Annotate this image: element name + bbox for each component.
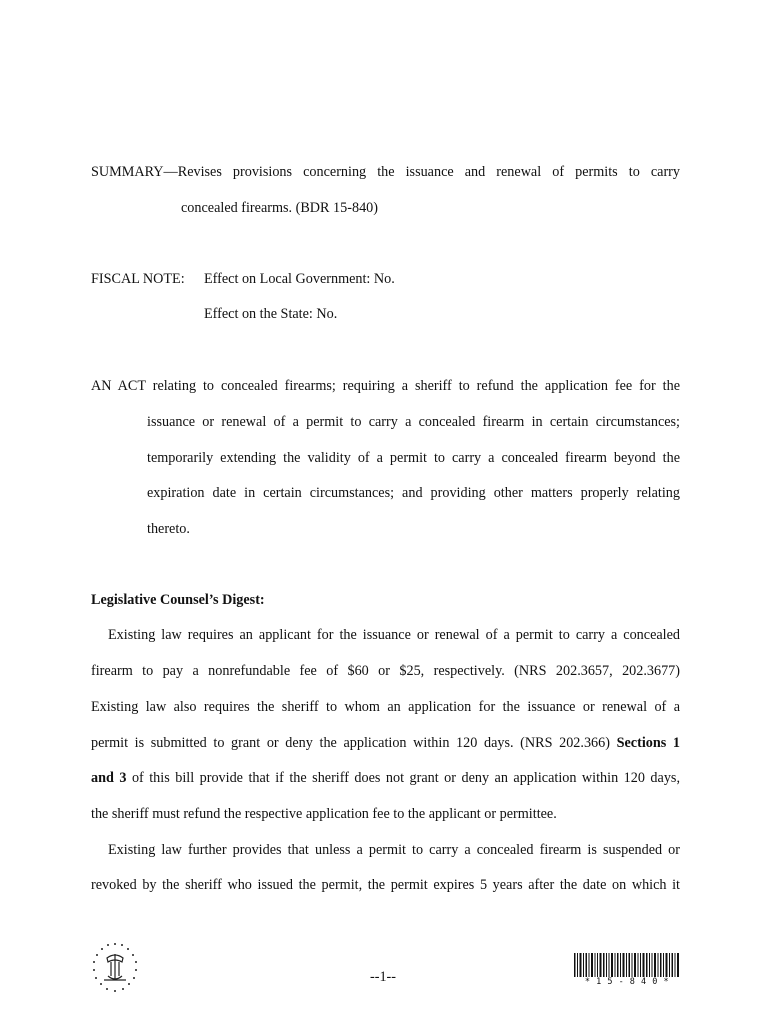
summary-line-1: SUMMARY—Revises provisions concerning the issuance and renewal of permits to carry <box>91 164 680 180</box>
digest-heading: Legislative Counsel’s Digest: <box>91 592 265 608</box>
digest-p2-line-2: revoked by the sheriff who issued the permit, the permit expires 5 years after the date on which it <box>91 877 680 893</box>
digest-p1-line-5-text: of this bill provide that if the sheriff does not grant or deny an application within 120 days, <box>131 770 680 786</box>
act-line-4: expiration date in certain circumstances; and providing other matters properly relating <box>147 485 680 501</box>
fiscal-note-local: Effect on Local Government: No. <box>204 271 395 287</box>
sections-reference-cont: and 3 <box>91 770 127 786</box>
digest-p1-line-4-text: permit is submitted to grant or deny the application within 120 days. (NRS 202.366) <box>91 735 610 751</box>
act-line-3: temporarily extending the validity of a permit to carry a concealed firearm beyond the <box>147 450 680 466</box>
act-line-5: thereto. <box>147 521 190 537</box>
page-number: --1-- <box>370 969 396 985</box>
digest-p1-line-5 <box>91 770 680 787</box>
digest-p2-line-1: Existing law further provides that unless a permit to carry a concealed firearm is suspended or <box>108 842 680 858</box>
fiscal-note-label: FISCAL NOTE: <box>91 271 185 287</box>
sections-reference: Sections 1 <box>616 735 680 751</box>
barcode <box>574 953 680 977</box>
digest-p1-line-4 <box>91 735 680 752</box>
digest-p1-line-6: the sheriff must refund the respective application fee to the applicant or permittee. <box>91 806 557 822</box>
digest-p1-line-3: Existing law also requires the sheriff to whom an application for the issuance or renewal of a <box>91 699 680 715</box>
summary-line-2: concealed firearms. (BDR 15-840) <box>181 200 378 216</box>
digest-p1-line-2: firearm to pay a nonrefundable fee of $60 or $25, respectively. (NRS 202.3657, 202.3677) <box>91 663 680 679</box>
fiscal-note-state: Effect on the State: No. <box>204 306 338 322</box>
state-seal-icon <box>89 940 141 994</box>
act-line-2: issuance or renewal of a permit to carry a concealed firearm in certain circumstances; <box>147 414 680 430</box>
digest-p1-line-1: Existing law requires an applicant for the issuance or renewal of a permit to carry a concealed <box>108 627 680 643</box>
act-line-1: AN ACT relating to concealed firearms; requiring a sheriff to refund the application fee for the <box>91 378 680 394</box>
barcode-text: * 1 5 - 8 4 0 * <box>584 977 670 987</box>
